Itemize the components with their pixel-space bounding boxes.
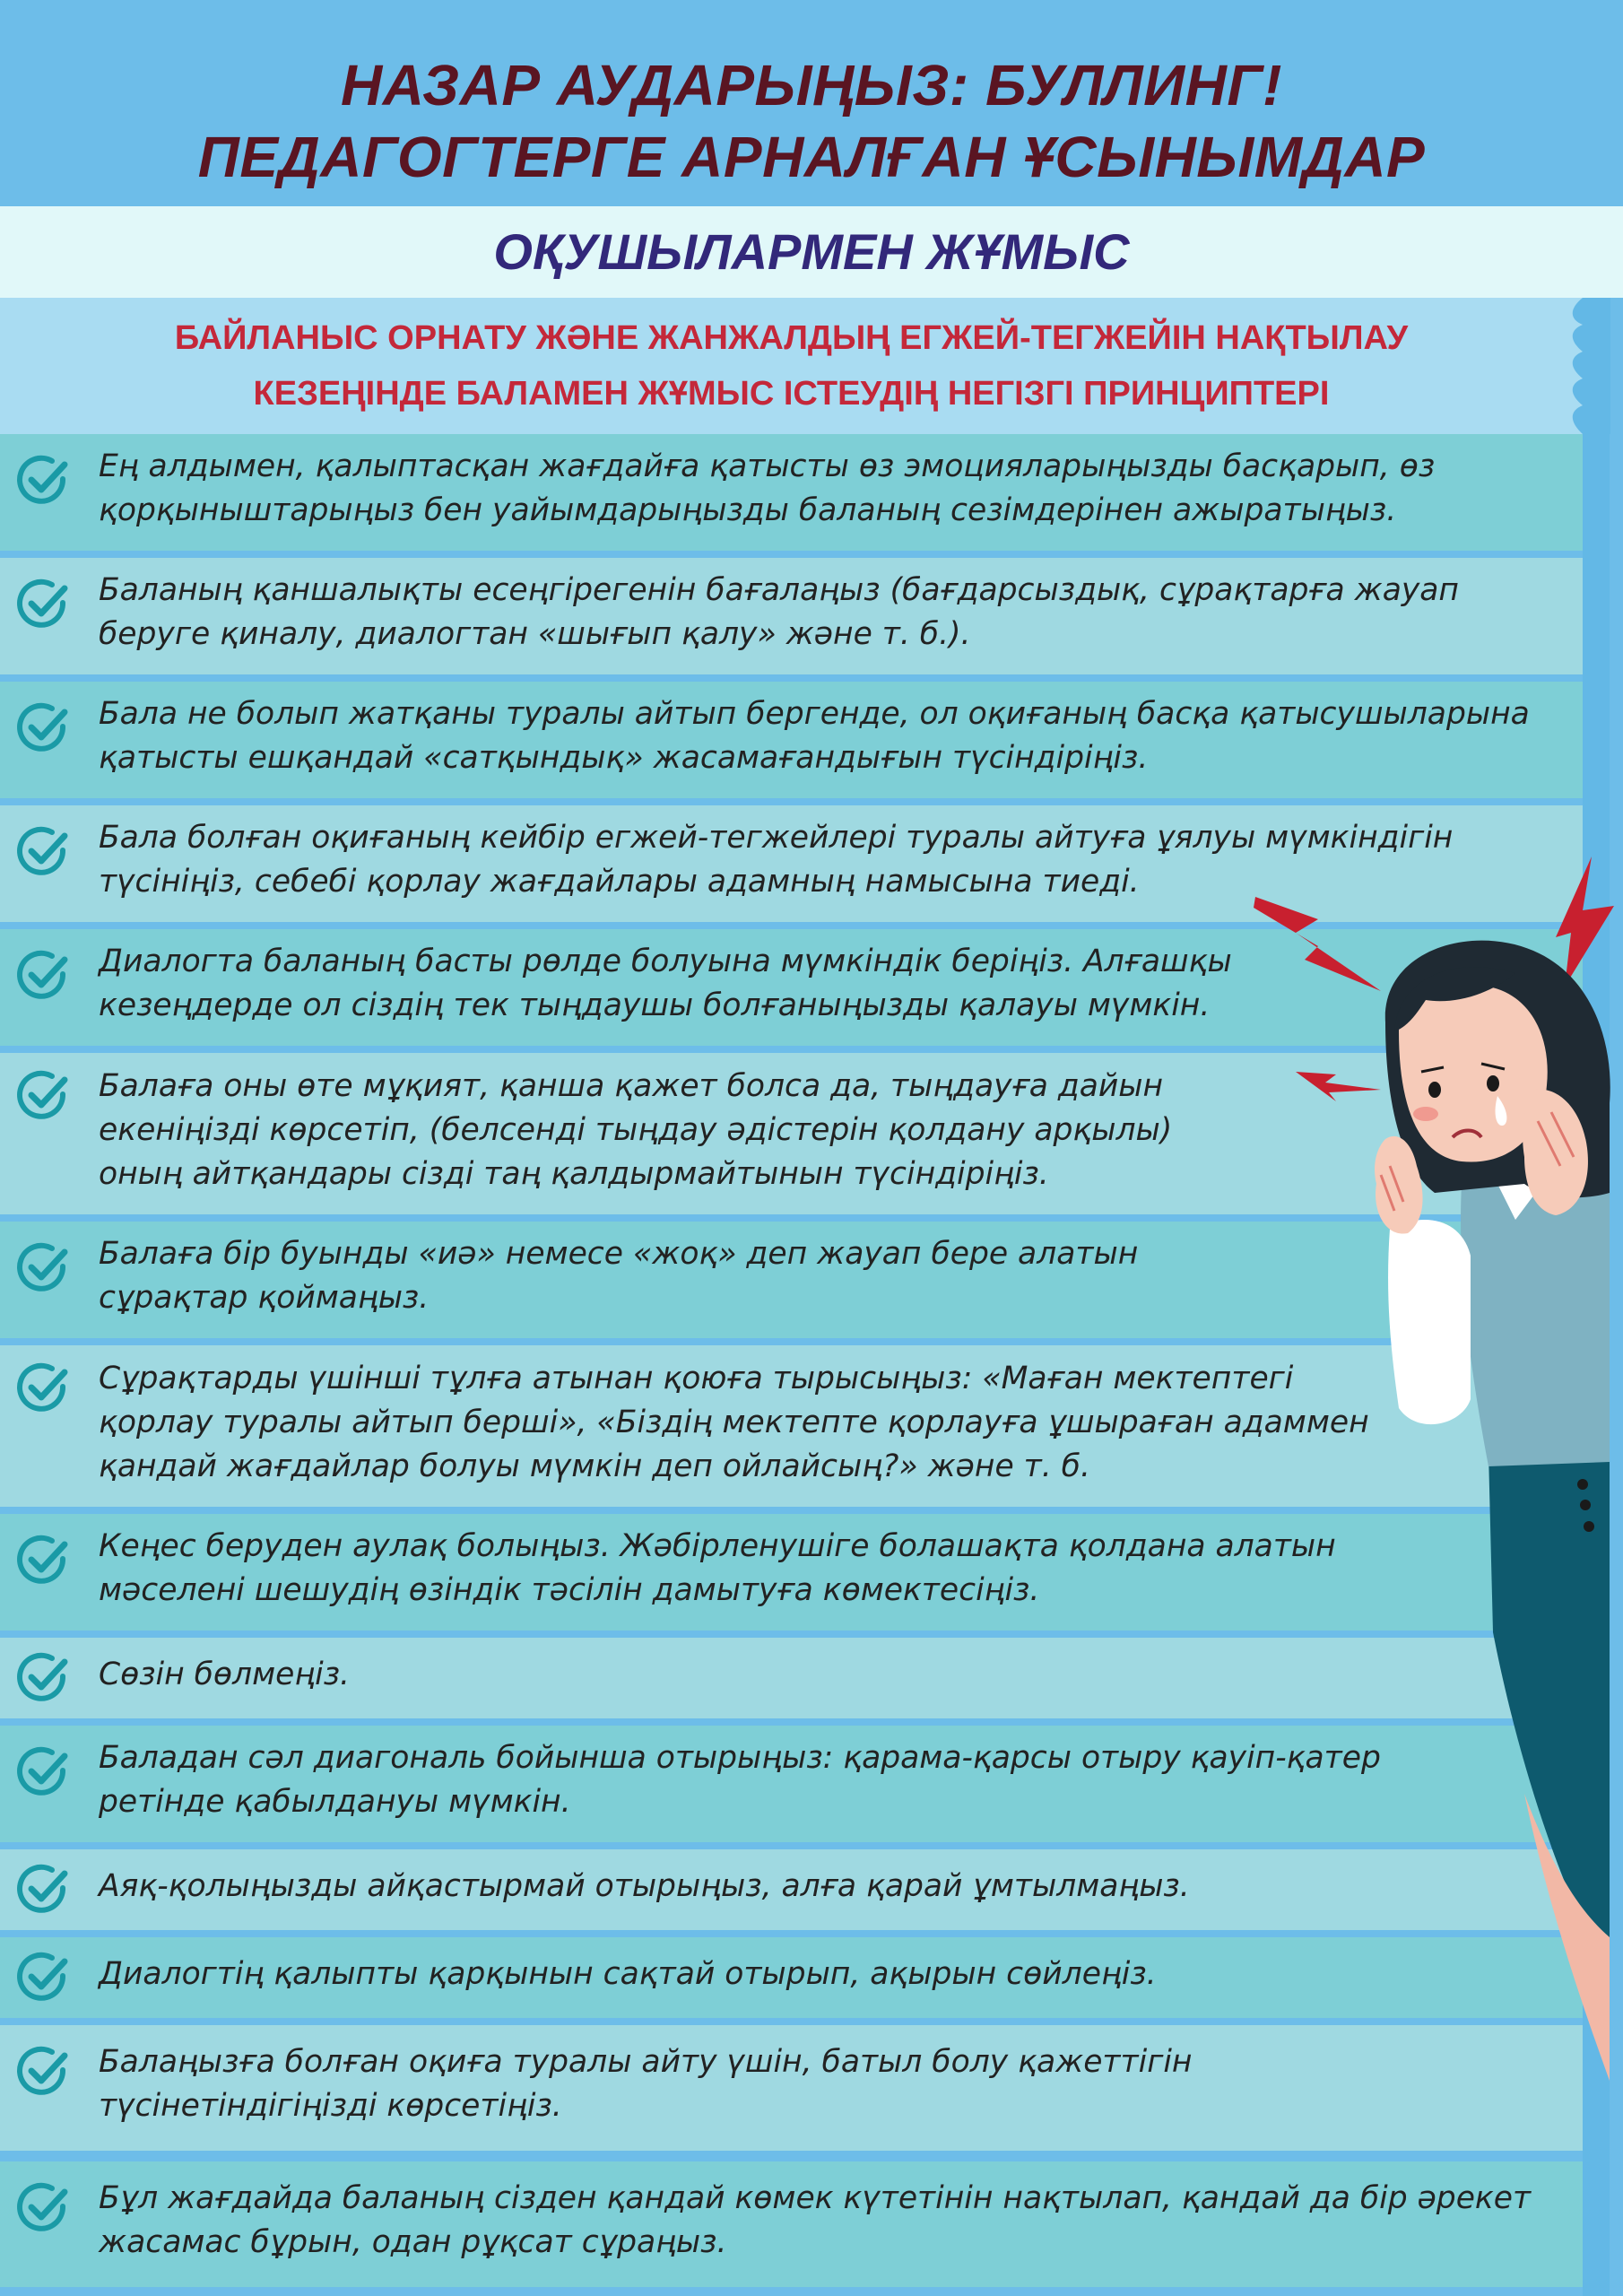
list-item-text: Балаға бір буынды «иә» немесе «жоқ» деп жауап бере алатын сұрақтар қоймаңыз.	[99, 1236, 1139, 1316]
checkmark-icon	[16, 1651, 70, 1705]
list-item	[0, 682, 1583, 798]
page-title-line2: ПЕДАГОГТЕРГЕ АРНАЛҒАН ҰСЫНЫМДАР	[197, 125, 1426, 189]
list-item-text: Аяқ-қолыңызды айқастырмай отырыңыз, алға қарай ұмтылмаңыз.	[99, 1868, 1190, 1904]
checkmark-icon	[16, 1863, 70, 1917]
checkmark-icon	[16, 1951, 70, 2005]
checkmark-icon	[16, 825, 70, 879]
page-title-line1: НАЗАР АУДАРЫҢЫЗ: БУЛЛИНГ!	[341, 53, 1282, 117]
checkmark-icon	[16, 1069, 70, 1123]
subtitle-banner	[0, 206, 1623, 298]
list-item-text: Кеңес беруден аулақ болыңыз. Жәбірленушіге болашақта қолдана алатын мәселені шешудің өзіндік тәсілін дамытуға көмектесіңіз.	[99, 1528, 1336, 1608]
list-item-text: Диалогта баланың басты рөлде болуына мүмкіндік беріңіз. Алғашқы кезеңдерде ол сіздің тек тыңдаушы болғаныңызды қалауы мүмкін.	[99, 944, 1232, 1023]
list-item-text: Бала болған оқиғаның кейбір егжей-тегжейлері туралы айтуға ұялуы мүмкіндігін түсініңіз, себебі қорлау жағдайлары адамның намысына тиеді.	[99, 820, 1454, 900]
checkmark-icon	[16, 2045, 70, 2099]
lightning-bolt-icon	[1254, 897, 1381, 991]
list-item-text: Баладан сәл диагональ бойынша отырыңыз: қарама-қарсы отыру қауіп-қатер ретінде қабылдануы мүмкін.	[99, 1740, 1381, 1820]
checkmark-icon	[16, 1534, 70, 1587]
checkmark-icon	[16, 2181, 70, 2235]
subtitle: ОҚУШЫЛАРМЕН ЖҰМЫС	[493, 223, 1130, 280]
principles-heading	[0, 298, 1583, 434]
list-item-text: Балаңызға болған оқиға туралы айту үшін, батыл болу қажеттігін түсінетіндігіңізді көрсетіңіз.	[99, 2044, 1193, 2124]
checkmark-icon	[16, 1241, 70, 1295]
list-item-text: Бала не болып жатқаны туралы айтып бергенде, ол оқиғаның басқа қатысушыларына қатысты ешқандай «сатқындық» жасамағандығын түсіндіріңіз.	[99, 696, 1530, 776]
list-item-text: Балаға оны өте мұқият, қанша қажет болса да, тыңдауға дайын екеніңізді көрсетіп, (белсенді тыңдау әдістерін қолдану арқылы) оның айтқандары сізді таң қалдырмайтынын түсіндіріңіз.	[99, 1068, 1173, 1192]
principles-line2: КЕЗЕҢІНДЕ БАЛАМЕН ЖҰМЫС ІСТЕУДІҢ НЕГІЗГІ ПРИНЦИПТЕРІ	[253, 375, 1330, 413]
list-item-text: Диалогтің қалыпты қарқынын сақтай отырып, ақырын сөйлеңіз.	[99, 1956, 1157, 1992]
wave-edge-decoration	[1560, 298, 1610, 434]
checkmark-icon	[16, 949, 70, 1003]
lightning-bolt-icon	[1556, 857, 1614, 987]
lightning-bolt-icon	[1296, 1072, 1381, 1101]
checkmark-icon	[16, 454, 70, 508]
checkmark-icon	[16, 701, 70, 755]
list-item-text: Ең алдымен, қалыптасқан жағдайға қатысты өз эмоцияларыңызды басқарып, өз қорқыныштарыңыз бен уайымдарыңызды баланың сезімдерінен ажыратыңыз.	[99, 448, 1436, 528]
list-item-text: Бұл жағдайда баланың сізден қандай көмек күтетінін нақтылап, қандай да бір әрекет жасамас бұрын, одан рұқсат сұраңыз.	[99, 2180, 1532, 2260]
checkmark-icon	[16, 578, 70, 631]
worried-girl-illustration	[1246, 852, 1623, 2296]
checkmark-icon	[16, 1361, 70, 1415]
title-banner	[0, 0, 1623, 206]
list-item-text: Сұрақтарды үшінші тұлға атынан қоюға тырысыңыз: «Маған мектептегі қорлау туралы айтып берші», «Біздің мектепте қорлауға ұшыраған адаммен қандай жағдайлар болуы мүмкін деп ойлайсың?» және т. б.	[99, 1361, 1369, 1484]
list-item	[0, 558, 1583, 674]
list-item-text: Баланың қаншалықты есеңгірегенін бағалаңыз (бағдарсыздық, сұрақтарға жауап беруге қиналу, диалогтан «шығып қалу» және т. б.).	[99, 572, 1459, 652]
list-item	[0, 434, 1583, 551]
principles-line1: БАЙЛАНЫС ОРНАТУ ЖӘНЕ ЖАНЖАЛДЫҢ ЕГЖЕЙ-ТЕГЖЕЙІН НАҚТЫЛАУ	[174, 319, 1409, 357]
list-item-text: Сөзін бөлмеңіз.	[99, 1657, 351, 1692]
checkmark-icon	[16, 1745, 70, 1799]
